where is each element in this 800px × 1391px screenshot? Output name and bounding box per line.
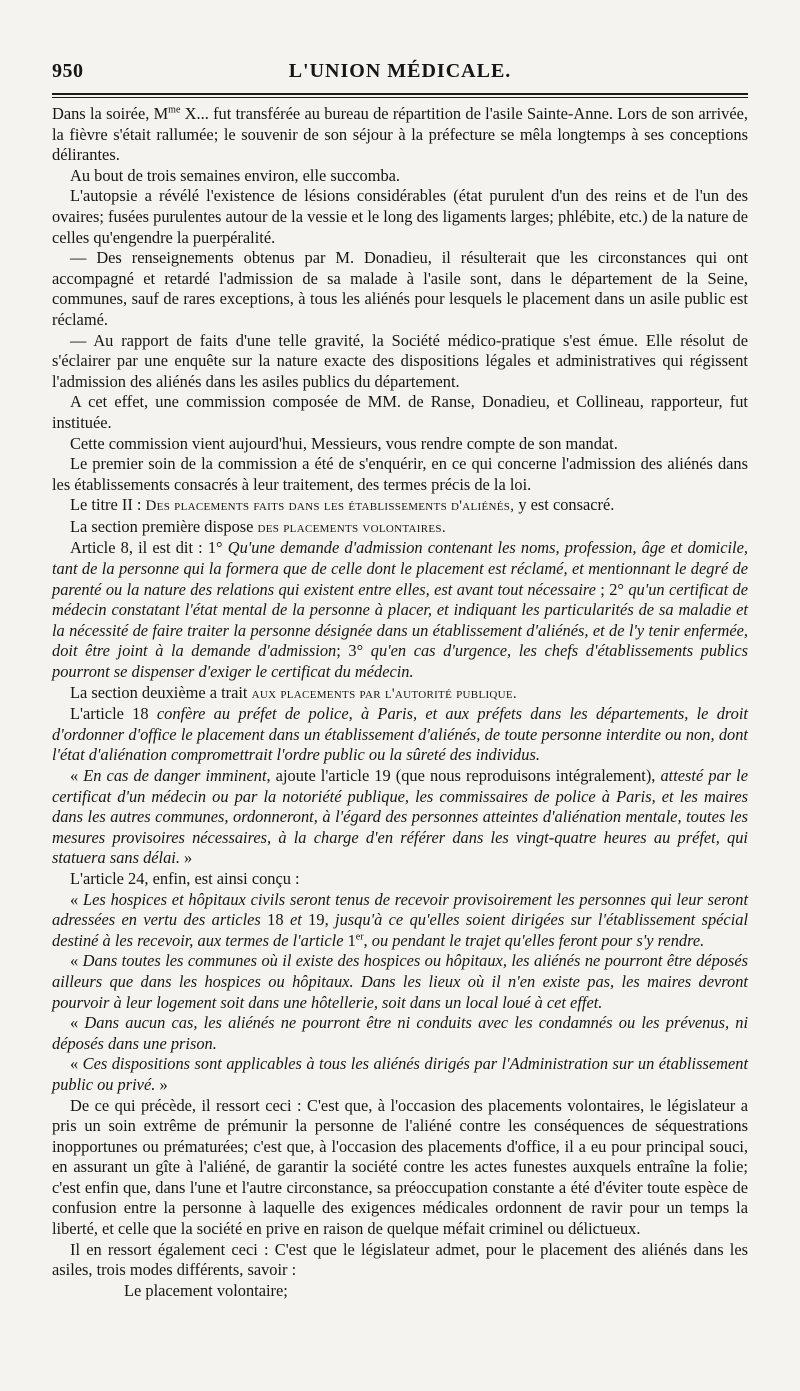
paragraph: Le placement volontaire; xyxy=(124,1280,288,1300)
paragraph xyxy=(52,104,748,166)
header-rule xyxy=(52,93,748,95)
text-span: y est consacré. xyxy=(514,495,615,515)
paragraph: De ce qui précède, il ressort ceci : C'est que, à l'occasion des placements volontaires, le législateur a pris un soin extrême de prémunir la personne de l'aliéné contre les conséquences de séquestrations inopportunes ou prématurées; c'est que, à l'occasion des placements d'office, il a eu pour principal souci, en assurant un gîte à l'aliéné, de garantir la société contre les actes funestes auxquels entraîne la folie; c'est enfin que, dans l'une et l'autre circonstance, sa préoccupation constante a été d'éviter toute espèce de confusion entre la personne à laquelle des exigences médicales ordonnent de ravir pour un temps la liberté, et celle que la société en prive en raison de quelque méfait criminel ou délictueux. xyxy=(52,1095,748,1239)
text-span: 1 xyxy=(343,930,356,950)
italic-quote: En cas de danger imminent xyxy=(83,766,267,785)
paragraph: Le premier soin de la commission a été de s'enquérir, en ce qui concerne l'admission des aliénés dans les établissements consacrés à leur traitement, des termes précis de la loi. xyxy=(52,454,748,494)
text-span: , ajoute l'article 19 (que nous reproduisons intégralement), xyxy=(266,766,661,785)
paragraph xyxy=(52,766,748,869)
paragraph: — Des renseignements obtenus par M. Donadieu, il résulterait que les circonstances qui ont accompagné et retardé l'admission de sa malade à l'asile sont, dans le département de la Seine, communes, sauf de rares exceptions, à tous les aliénés pour lesquels le placement dans un asile public est réclamé. xyxy=(52,248,748,329)
italic-quote: Qu'une demande d'admission contenant les noms, profession, âge et domicile, tant de la personne qui la formera que de celle dont le placement est réclamé, et mentionnant le degré de parenté ou la nature des relations qui existent entre elles, est avant tout nécessaire xyxy=(52,538,748,599)
small-caps-title: Des placements faits dans les établissements d'aliénés, xyxy=(145,498,515,515)
paragraph xyxy=(52,538,748,682)
paragraph xyxy=(52,683,748,705)
paragraph xyxy=(52,951,748,1013)
paragraph xyxy=(52,517,748,539)
text-span: , xyxy=(363,930,372,950)
italic-quote: ou pendant le trajet qu'elles feront pour s'y rendre. xyxy=(371,930,705,950)
italic-quote: Dans toutes les communes où il existe des hospices ou hôpitaux, les aliénés ne pourront être déposés ailleurs que dans les hospices ou hôpitaux. Dans les lieux où il n'en existe pas, les maires devront pourvoir à leur logement soit dans une hôtellerie, soit dans un local loué à cet effet. xyxy=(52,951,749,1012)
italic-quote: qu'un certificat de médecin constatant l'état mental de la personne à placer, et indiquant les particularités de sa maladie et la nécessité de faire traiter la personne désignée dans un établissement d'aliénés, et de l'y tenir enfermée, doit être joint à la demande d'admission xyxy=(52,579,748,661)
paragraph xyxy=(52,1054,748,1095)
paragraph xyxy=(52,890,748,952)
paragraph xyxy=(52,495,748,517)
page-number: 950 xyxy=(52,60,84,82)
italic-quote: Ces dispositions sont applicables à tous les aliénés dirigés par l'Administration sur un établissement public ou privé. xyxy=(52,1054,749,1094)
paragraph: Au bout de trois semaines environ, elle succomba. xyxy=(70,165,401,185)
text-span: L'article 18 xyxy=(70,704,157,724)
header-rule-thin xyxy=(52,97,748,98)
superscript: er xyxy=(355,931,364,943)
text-span: » xyxy=(179,848,193,868)
text-span: La section deuxième a trait xyxy=(70,682,252,702)
text-span: « xyxy=(70,1054,83,1074)
italic-quote: attesté par le certificat d'un médecin ou par la notoriété publique, les commissaires de police à Paris, et les maires dans les autres communes, ordonneront, à l'égard des personnes atteintes d'aliénation mentale, toutes les mesures provisoires nécessaires, à la charge d'en référer dans les vingt-quatre heures au préfet, qui statuera sans délai. xyxy=(52,766,748,868)
paragraph: L'autopsie a révélé l'existence de lésions considérables (état purulent d'un des reins et de l'un des ovaires; fusées purulentes autour de la vessie et le long des ligaments larges; phlébite, etc.) de la nature de celles qu'engendre la puerpéralité. xyxy=(52,186,748,247)
text-span: » xyxy=(155,1074,168,1094)
paragraph: L'article 24, enfin, est ainsi conçu : xyxy=(70,868,300,888)
small-caps-title: des placements volontaires. xyxy=(257,519,446,536)
text-span: 18 xyxy=(260,910,290,930)
journal-title: L'UNION MÉDICALE. xyxy=(288,60,512,82)
text-span: 19, xyxy=(301,910,336,930)
italic-quote: Les hospices et hôpitaux civils seront tenus de recevoir provisoirement les personnes qui leur seront adressées en vertu des articles xyxy=(52,889,748,930)
italic-quote: confère au préfet de police, à Paris, et aux préfets dans les départements, le droit d'ordonner d'office le placement dans un établissement d'aliénés, de toute personne interdite ou non, dont l'état d'aliénation compromettrait l'ordre public ou la sûreté des individus. xyxy=(52,704,748,765)
italic-quote: Dans aucun cas, les aliénés ne pourront être ni conduits avec les condamnés ou les prévenus, ni déposés dans une prison. xyxy=(52,1013,749,1053)
italic-quote: jusqu'à ce qu'elles soient dirigées sur l'établissement spécial destiné à les recevoir, aux termes de l'article xyxy=(52,910,748,950)
paragraph xyxy=(52,1013,748,1054)
text-span: La section première dispose xyxy=(70,516,258,536)
italic-quote: qu'en cas d'urgence, les chefs d'établissements publics pourront se dispenser d'exiger le certificat du médecin. xyxy=(52,641,749,682)
paragraph xyxy=(52,704,748,766)
italic-quote: et xyxy=(289,910,302,930)
text-span: « xyxy=(70,1013,85,1033)
superscript: me xyxy=(168,104,181,116)
text-span: ; 2° xyxy=(595,579,629,599)
text-span: « xyxy=(70,951,83,971)
paragraph: A cet effet, une commission composée de MM. de Ranse, Donadieu, et Collineau, rapporteur, fut instituée. xyxy=(52,392,748,432)
paragraph: Il en ressort également ceci : C'est que le législateur admet, pour le placement des aliénés dans les asiles, trois modes différents, savoir : xyxy=(52,1239,748,1280)
text-span: ; 3° xyxy=(336,641,371,661)
text-span: Le titre II : xyxy=(70,495,146,515)
text-span: « xyxy=(70,889,83,909)
text-span: X... fut transférée au bureau de répartition de l'asile Sainte-Anne. Lors de son arrivée, la fièvre s'était rallumée; le souvenir de son séjour à la préfecture se mêla longtemps à ses conceptions délirantes. xyxy=(52,104,748,165)
paragraph: Cette commission vient aujourd'hui, Messieurs, vous rendre compte de son mandat. xyxy=(70,433,618,453)
text-span: Article 8, il est dit : 1° xyxy=(70,538,228,558)
article-body xyxy=(52,104,748,1301)
text-span: « xyxy=(70,766,84,785)
running-head xyxy=(52,56,748,90)
text-span: Dans la soirée, M xyxy=(52,104,169,123)
small-caps-title: aux placements par l'autorité publique. xyxy=(251,685,517,702)
paragraph: — Au rapport de faits d'une telle gravité, la Société médico-pratique s'est émue. Elle résolut de s'éclairer par une enquête sur la nature exacte des dispositions légales et administratives qui régissent l'admission des aliénés dans les asiles publics du département. xyxy=(52,330,748,391)
